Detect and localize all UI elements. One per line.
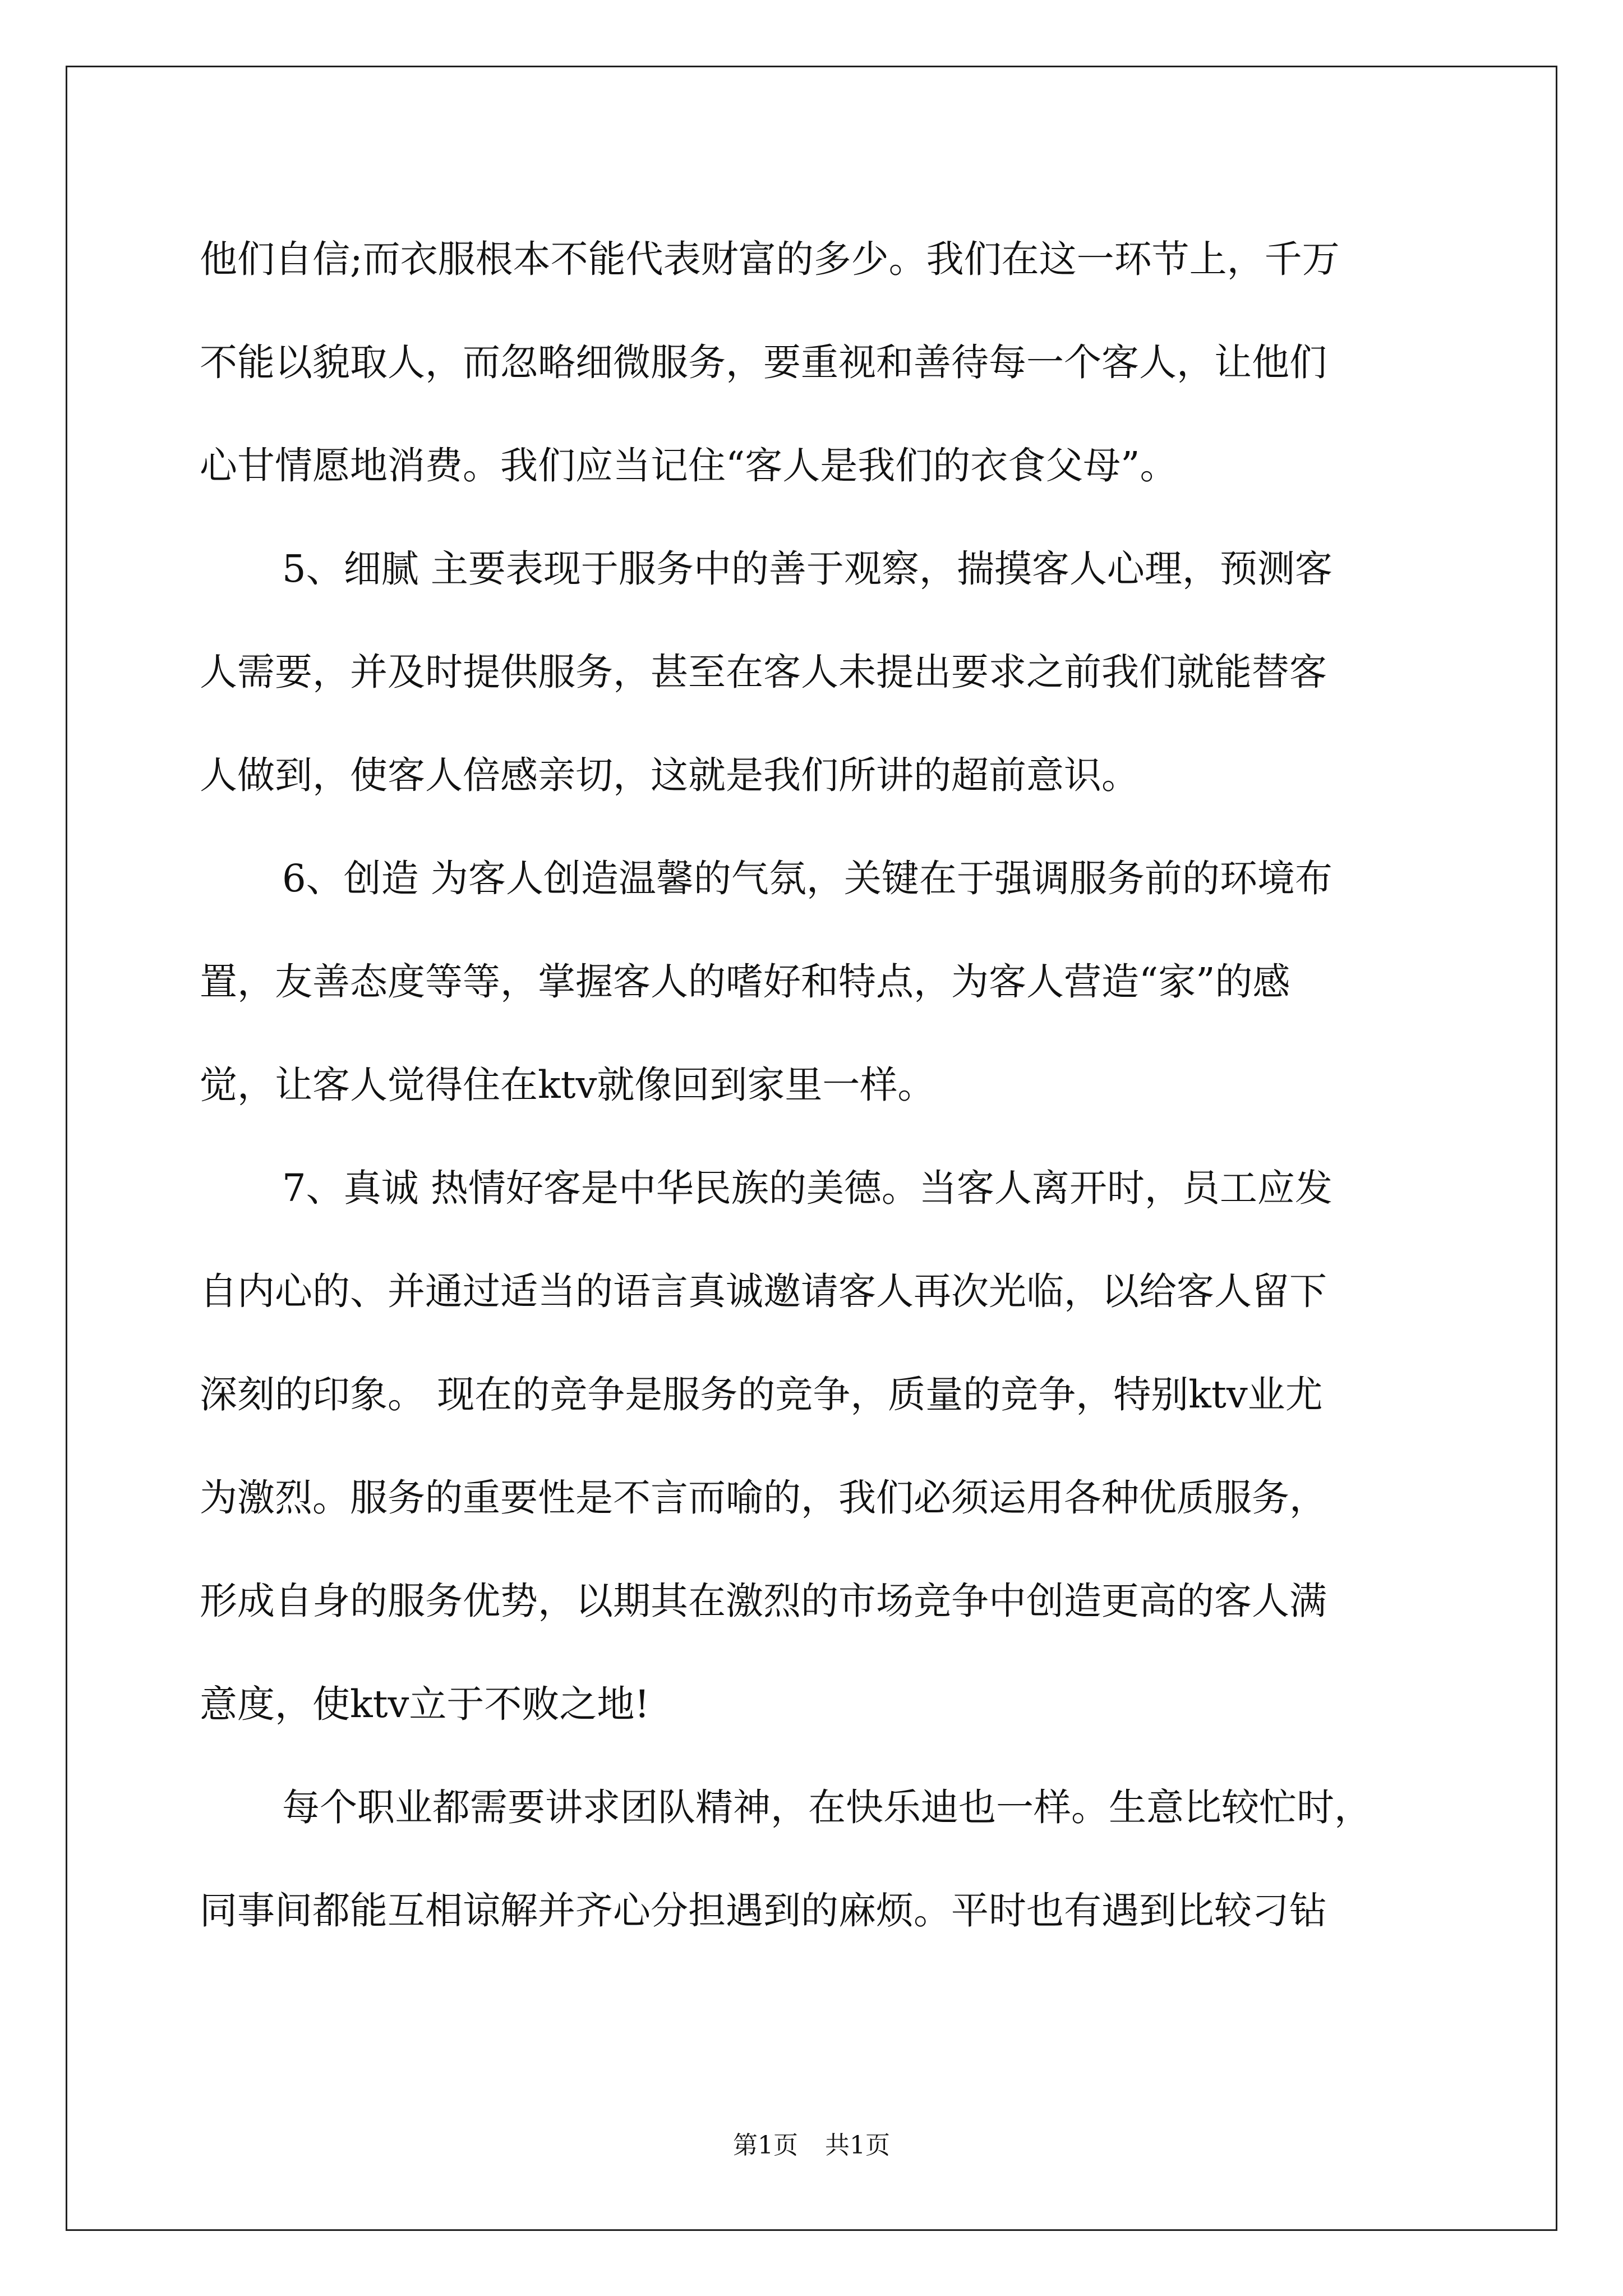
text-line: 人做到，使客人倍感亲切，这就是我们所讲的超前意识。 xyxy=(200,753,1139,797)
page-number-total: 共1页 xyxy=(825,2131,890,2160)
text-line: 每个职业都需要讲求团队精神，在快乐迪也一样。生意比较忙时， xyxy=(282,1786,1372,1829)
text-line: 自内心的、并通过适当的语言真诚邀请客人再次光临，以给客人留下 xyxy=(200,1269,1327,1313)
text-line: 他们自信;而衣服根本不能代表财富的多少。我们在这一环节上，千万 xyxy=(200,237,1340,281)
text-line: 深刻的印象。 现在的竞争是服务的竞争，质量的竞争，特别ktv业尤 xyxy=(200,1373,1323,1416)
text-line: 6、创造 为客人创造温馨的气氛，关键在于强调服务前的环境布 xyxy=(282,857,1332,900)
text-line: 置，友善态度等等，掌握客人的嗜好和特点，为客人营造“家”的感 xyxy=(200,960,1290,1004)
text-line: 人需要，并及时提供服务，甚至在客人未提出要求之前我们就能替客 xyxy=(200,650,1327,694)
page-footer xyxy=(0,2129,1623,2162)
text-line: 意度，使ktv立于不败之地! xyxy=(200,1682,650,1726)
text-line: 7、真诚 热情好客是中华民族的美德。当客人离开时，员工应发 xyxy=(282,1166,1332,1210)
document-body xyxy=(200,208,1428,1962)
text-line: 心甘情愿地消费。我们应当记住“客人是我们的衣食父母”。 xyxy=(200,444,1178,487)
text-line: 形成自身的服务优势，以期其在激烈的市场竞争中创造更高的客人满 xyxy=(200,1579,1327,1623)
text-line: 为激烈。服务的重要性是不言而喻的，我们必须运用各种优质服务， xyxy=(200,1476,1327,1520)
text-line: 不能以貌取人，而忽略细微服务，要重视和善待每一个客人，让他们 xyxy=(200,341,1327,384)
text-line: 觉，让客人觉得住在ktv就像回到家里一样。 xyxy=(200,1063,935,1107)
text-line: 5、细腻 主要表现于服务中的善于观察，揣摸客人心理，预测客 xyxy=(282,547,1332,591)
text-line: 同事间都能互相谅解并齐心分担遇到的麻烦。平时也有遇到比较刁钻 xyxy=(200,1889,1327,1932)
page-number-current: 第1页 xyxy=(733,2131,798,2160)
